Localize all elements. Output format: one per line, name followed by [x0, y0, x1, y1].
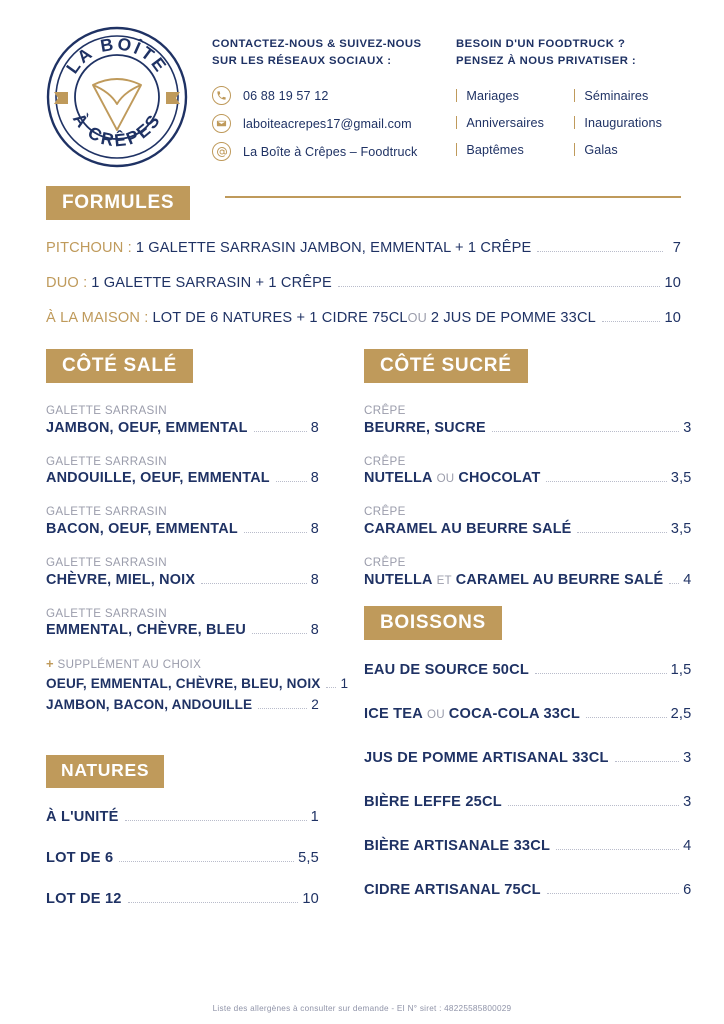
- footer-legal: Liste des allergènes à consulter sur demande - EI N° siret : 48225585800029: [212, 1004, 512, 1013]
- supplement-block: [46, 656, 349, 715]
- menu-item-subtitle: CRÊPE: [364, 505, 406, 519]
- dot-leader: [244, 532, 307, 533]
- dot-leader: [535, 673, 667, 674]
- dot-leader: [577, 532, 666, 533]
- formule-price: 10: [664, 275, 681, 291]
- formule-name: DUO :: [46, 275, 88, 291]
- supplement-price: 1: [340, 676, 349, 692]
- menu-item-price: 3,5: [670, 520, 692, 537]
- menu-item-name: CHÈVRE, MIEL, NOIX: [46, 571, 196, 588]
- menu-item: [364, 504, 691, 537]
- menu-item-price: 8: [310, 622, 319, 639]
- privatisation-item: [574, 109, 690, 136]
- privatisation-block: [446, 22, 690, 163]
- natures-row: [46, 850, 319, 866]
- menu-item-subtitle: GALETTE SARRASIN: [46, 505, 167, 519]
- dot-leader: [492, 431, 680, 432]
- formules-title: FORMULES: [46, 186, 190, 220]
- boissons-section: [364, 606, 691, 898]
- menu-item-name: ANDOUILLE, OEUF, EMMENTAL: [46, 470, 270, 487]
- supplement-name: OEUF, EMMENTAL, CHÈVRE, BLEU, NOIX: [46, 676, 321, 692]
- boisson-row: [364, 750, 691, 766]
- menu-item: [46, 504, 319, 537]
- menu-item-subtitle: GALETTE SARRASIN: [46, 454, 167, 468]
- menu-item-subtitle: GALETTE SARRASIN: [46, 404, 167, 417]
- menu-item-name: NUTELLA: [364, 571, 433, 588]
- formule-conjunction: OU: [407, 311, 427, 325]
- menu-columns: [0, 349, 724, 932]
- formule-row: [46, 275, 681, 291]
- boisson-row: [364, 662, 691, 678]
- menu-item: [364, 454, 691, 487]
- header: [0, 0, 724, 178]
- menu-item: [46, 454, 319, 487]
- boissons-title: BOISSONS: [364, 606, 502, 640]
- dot-leader: [252, 633, 307, 634]
- formule-desc: LOT DE 6 NATURES + 1 CIDRE 75CL: [152, 310, 408, 326]
- dot-leader: [119, 861, 294, 862]
- boisson-name: EAU DE SOURCE 50CL: [364, 661, 529, 678]
- menu-item-subtitle: GALETTE SARRASIN: [46, 555, 167, 569]
- formule-name: PITCHOUN :: [46, 240, 132, 256]
- boisson-row: [364, 882, 691, 898]
- menu-item-name: CARAMEL AU BEURRE SALÉ: [364, 520, 572, 537]
- contact-email-text: laboiteacrepes17@gmail.com: [243, 116, 412, 131]
- menu-item-price: 8: [310, 571, 319, 588]
- contact-heading: [212, 36, 446, 69]
- menu-item-subtitle: CRÊPE: [364, 404, 406, 417]
- menu-item: [46, 403, 319, 436]
- natures-price: 1: [310, 808, 319, 825]
- privatisation-item: [456, 136, 574, 163]
- menu-item-name: JAMBON, OEUF, EMMENTAL: [46, 419, 248, 436]
- menu-item-name-alt: CHOCOLAT: [458, 470, 541, 487]
- natures-name: À L'UNITÉ: [46, 808, 119, 825]
- boisson-name: CIDRE ARTISANAL 75CL: [364, 881, 541, 898]
- boisson-name: BIÈRE LEFFE 25CL: [364, 793, 502, 810]
- formules-section: [0, 186, 724, 326]
- boisson-price: 2,5: [670, 705, 692, 722]
- contact-social[interactable]: [212, 138, 446, 165]
- dot-leader: [258, 708, 307, 709]
- column-gap: [319, 349, 364, 932]
- dot-leader: [128, 902, 299, 903]
- dot-leader: [615, 761, 680, 762]
- divider-bar: [574, 89, 575, 102]
- supplement-row: [46, 673, 349, 694]
- menu-item-name: BEURRE, SUCRE: [364, 419, 486, 436]
- natures-section: [46, 755, 319, 907]
- privatisation-item-label: Séminaires: [584, 88, 649, 103]
- contact-email[interactable]: [212, 110, 446, 137]
- dot-leader: [125, 820, 307, 821]
- divider-bar: [456, 89, 457, 102]
- natures-price: 10: [302, 890, 319, 907]
- boisson-name: JUS DE POMME ARTISANAL 33CL: [364, 749, 609, 766]
- dot-leader: [276, 481, 307, 482]
- boisson-name-alt: COCA-COLA 33CL: [448, 705, 580, 722]
- menu-item-name-alt: CARAMEL AU BEURRE SALÉ: [455, 571, 664, 588]
- menu-item-subtitle: CRÊPE: [364, 555, 406, 569]
- envelope-icon: [212, 114, 231, 133]
- divider-bar: [574, 143, 575, 156]
- formule-price: 10: [664, 310, 681, 326]
- menu-item-price: 8: [310, 419, 319, 436]
- privatisation-item: [456, 82, 574, 109]
- menu-item: [364, 555, 691, 588]
- boisson-row: [364, 706, 691, 722]
- menu-item-price: 8: [310, 470, 319, 487]
- dot-leader: [254, 431, 307, 432]
- boisson-price: 1,5: [670, 661, 692, 678]
- privatisation-heading-line2: PENSEZ À NOUS PRIVATISER :: [456, 54, 637, 67]
- divider-bar: [456, 143, 457, 156]
- natures-title: NATURES: [46, 755, 164, 788]
- menu-item-subtitle: CRÊPE: [364, 454, 406, 468]
- divider-bar: [456, 116, 457, 129]
- logo-badge-icon: [46, 26, 188, 168]
- natures-name: LOT DE 12: [46, 890, 122, 907]
- contact-heading-line2: SUR LES RÉSEAUX SOCIAUX :: [212, 54, 392, 67]
- formule-name: À LA MAISON :: [46, 310, 149, 326]
- privatisation-item-label: Mariages: [466, 88, 519, 103]
- formule-desc: 1 GALETTE SARRASIN JAMBON, EMMENTAL + 1 CRÊPE: [135, 240, 532, 256]
- menu-item-name: EMMENTAL, CHÈVRE, BLEU: [46, 622, 247, 639]
- boisson-price: 4: [683, 837, 692, 854]
- formule-desc: 1 GALETTE SARRASIN + 1 CRÊPE: [91, 275, 332, 291]
- menu-item: [364, 403, 691, 436]
- dot-leader: [669, 583, 679, 584]
- column-left: [46, 349, 349, 932]
- privatisation-item: [574, 136, 690, 163]
- privatisation-item-label: Inaugurations: [584, 115, 663, 130]
- contact-phone[interactable]: [212, 82, 446, 109]
- natures-row: [46, 891, 319, 907]
- privatisation-item-label: Anniversaires: [466, 115, 544, 130]
- at-sign-icon: [212, 142, 231, 161]
- natures-price: 5,5: [298, 849, 319, 866]
- menu-item-subtitle: GALETTE SARRASIN: [46, 606, 167, 620]
- supplement-heading-label: SUPPLÉMENT AU CHOIX: [57, 658, 202, 672]
- dot-leader: [201, 583, 307, 584]
- formules-rule: [225, 196, 681, 198]
- boisson-row: [364, 838, 691, 854]
- dot-leader: [586, 717, 667, 718]
- plus-icon: +: [46, 656, 54, 672]
- menu-item-price: 3,5: [670, 470, 692, 487]
- boisson-price: 3: [683, 749, 692, 766]
- formule-row: [46, 240, 681, 256]
- dot-leader: [546, 481, 666, 482]
- menu-item: [46, 555, 319, 588]
- menu-item-price: 3: [683, 419, 692, 436]
- formule-desc-alt: 2 JUS DE POMME 33CL: [430, 310, 596, 326]
- column-right: [364, 349, 691, 932]
- boisson-row: [364, 794, 691, 810]
- contact-heading-line1: CONTACTEZ-NOUS & SUIVEZ-NOUS: [212, 38, 422, 50]
- dot-leader: [547, 893, 679, 894]
- svg-text:LA BOÎTE: LA BOÎTE: [62, 33, 172, 78]
- dot-leader: [338, 286, 661, 287]
- contact-block: [198, 22, 446, 166]
- natures-row: [46, 809, 319, 825]
- dot-leader: [537, 251, 663, 252]
- privatisation-item: [456, 109, 574, 136]
- boisson-name: BIÈRE ARTISANALE 33CL: [364, 837, 551, 854]
- formule-row: [46, 310, 681, 326]
- privatisation-heading: [456, 36, 690, 69]
- boisson-name: ICE TEA: [364, 705, 423, 722]
- privatisation-item-label: Galas: [584, 142, 618, 157]
- cote-sucre-title: CÔTÉ SUCRÉ: [364, 349, 528, 383]
- menu-item-name: BACON, OEUF, EMMENTAL: [46, 520, 238, 537]
- svg-text:À CRÊPES: À CRÊPES: [68, 109, 166, 151]
- boisson-price: 6: [683, 881, 692, 898]
- boisson-price: 3: [683, 793, 692, 810]
- formule-price: 7: [672, 240, 681, 256]
- dot-leader: [602, 321, 661, 322]
- cote-sucre-section: [364, 349, 691, 588]
- menu-item: [46, 606, 319, 639]
- cote-sale-section: [46, 349, 349, 715]
- dot-leader: [508, 805, 679, 806]
- supplement-name: JAMBON, BACON, ANDOUILLE: [46, 697, 253, 713]
- logo: [46, 22, 198, 168]
- divider-bar: [574, 116, 575, 129]
- boisson-conjunction: OU: [426, 707, 445, 721]
- privatisation-item: [574, 82, 690, 109]
- privatisation-item-label: Baptêmes: [466, 142, 524, 157]
- menu-item-price: 4: [683, 571, 692, 588]
- menu-item-conjunction: ET: [436, 573, 452, 587]
- supplement-heading: [46, 656, 319, 671]
- privatisation-heading-line1: BESOIN D'UN FOODTRUCK ?: [456, 38, 626, 50]
- contact-social-text: La Boîte à Crêpes – Foodtruck: [243, 144, 418, 159]
- menu-item-price: 8: [310, 520, 319, 537]
- contact-phone-text: 06 88 19 57 12: [243, 88, 329, 103]
- natures-name: LOT DE 6: [46, 849, 114, 866]
- menu-item-name: NUTELLA: [364, 470, 433, 487]
- menu-item-conjunction: OU: [436, 472, 455, 486]
- supplement-row: [46, 694, 319, 715]
- supplement-price: 2: [311, 697, 319, 713]
- phone-icon: [212, 86, 231, 105]
- dot-leader: [556, 849, 679, 850]
- cote-sale-title: CÔTÉ SALÉ: [46, 349, 193, 383]
